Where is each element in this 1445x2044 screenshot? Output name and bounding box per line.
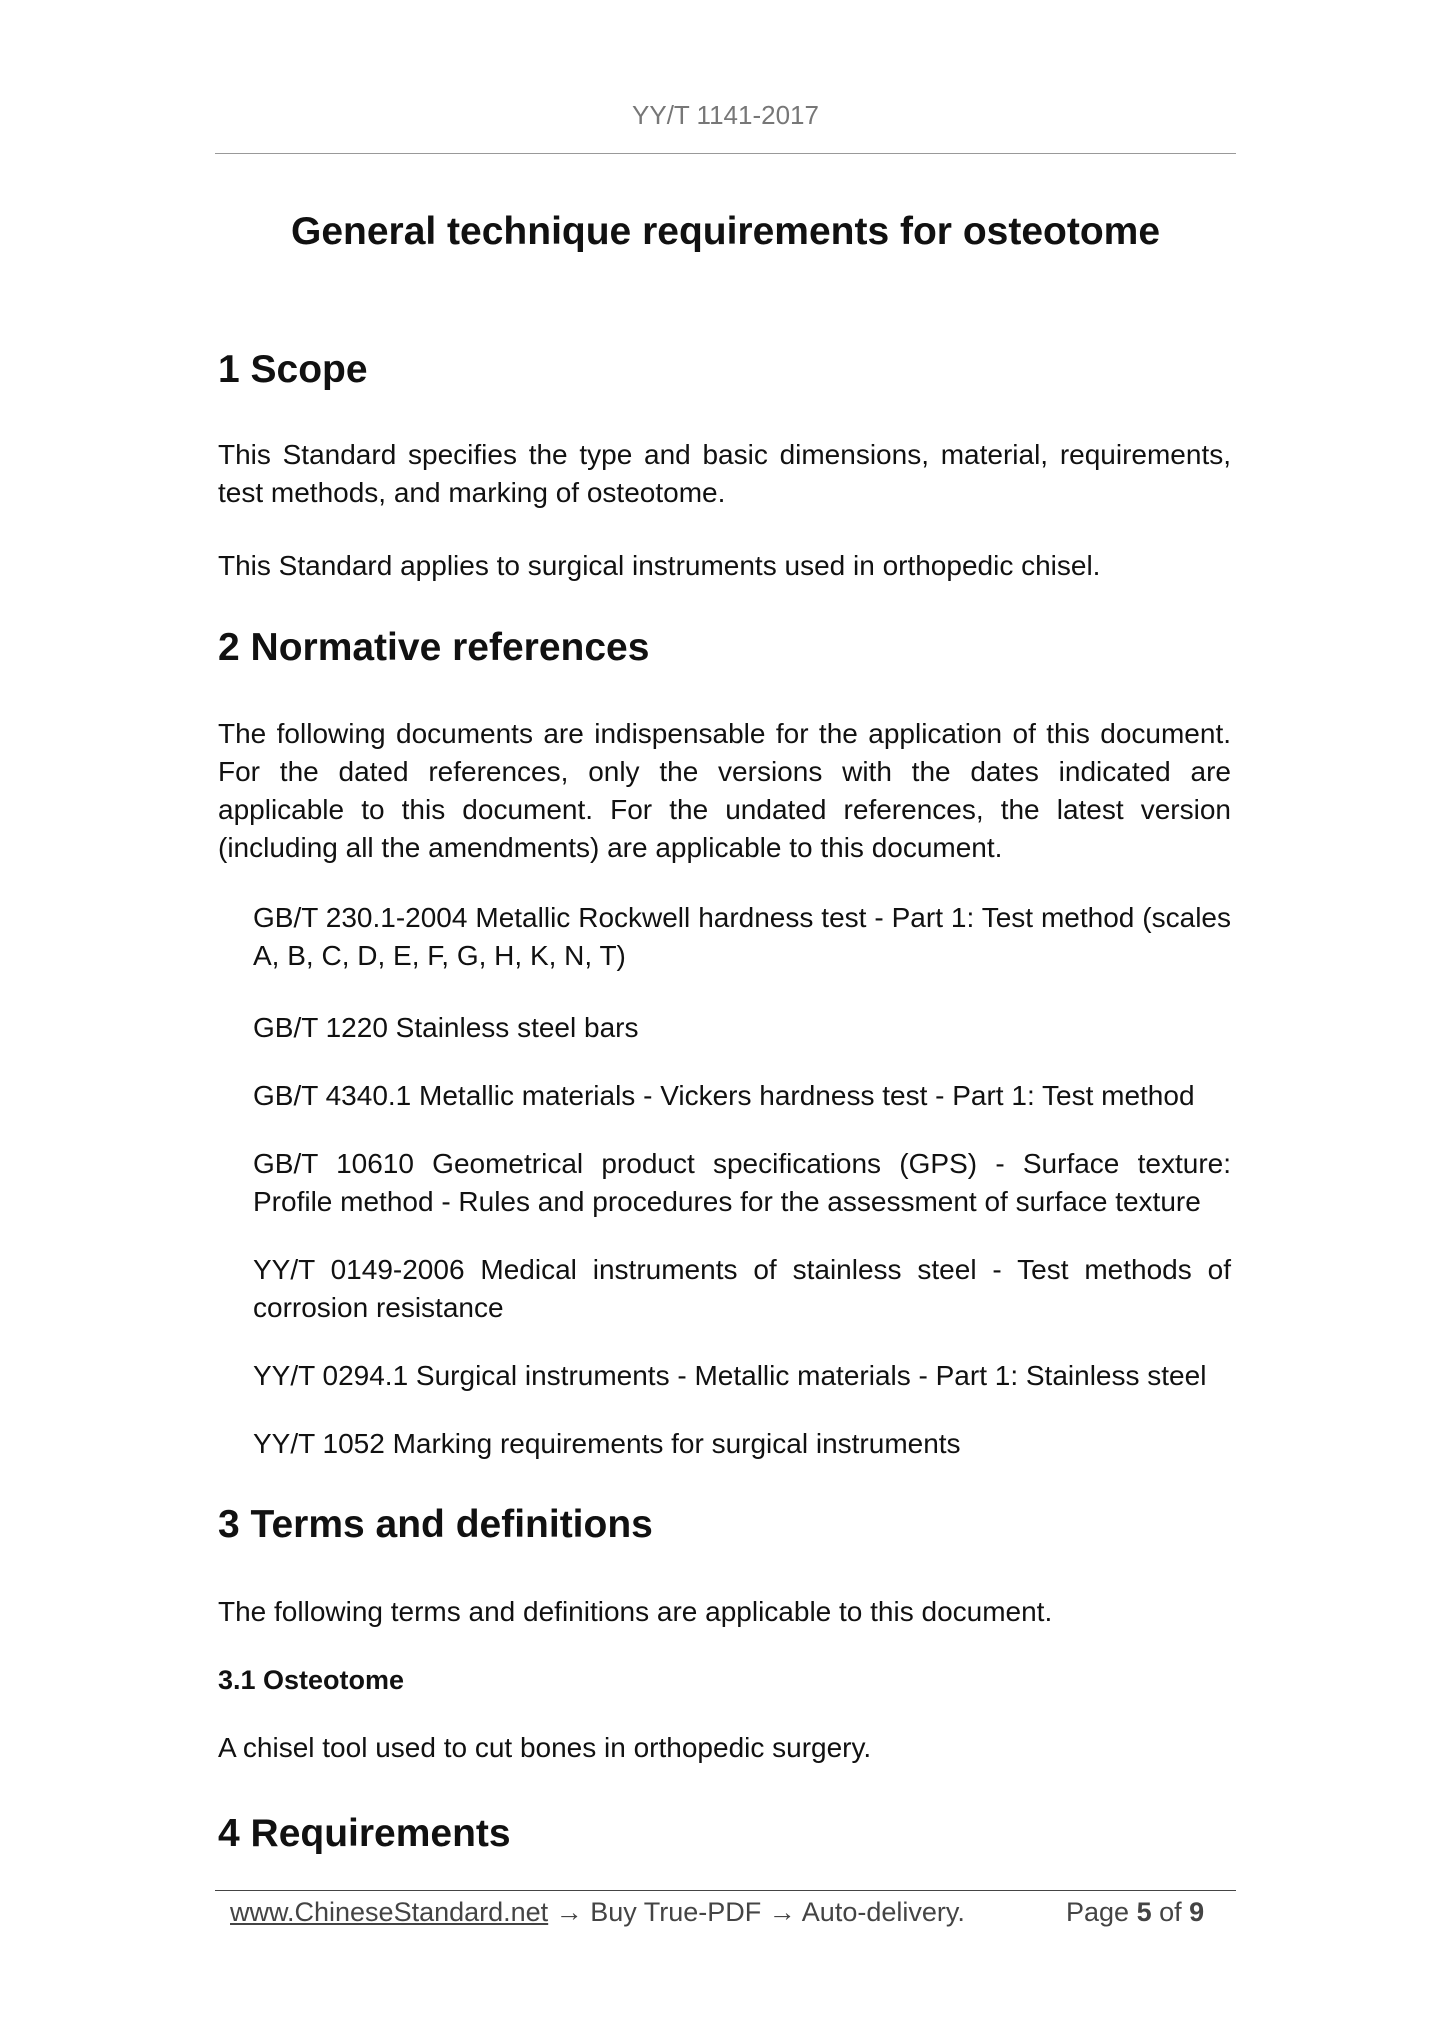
scope-paragraph-2: This Standard applies to surgical instruments used in orthopedic chisel. xyxy=(218,550,1101,581)
site-link[interactable]: www.ChineseStandard.net xyxy=(230,1897,549,1927)
term-heading-osteotome: 3.1 Osteotome xyxy=(218,1665,405,1695)
reference-item: YY/T 1052 Marking requirements for surgical instruments xyxy=(253,1428,961,1459)
arrow-right-icon: → xyxy=(768,1897,796,1927)
document-title: General technique requirements for osteotome xyxy=(290,210,1161,253)
reference-item: YY/T 0149-2006 Medical instruments of stainless steel - Test methods of corrosion resistance xyxy=(253,1254,1231,1323)
auto-delivery-text: Auto-delivery. xyxy=(801,1897,965,1927)
header-divider xyxy=(215,153,1236,154)
reference-item: GB/T 4340.1 Metallic materials - Vickers hardness test - Part 1: Test method xyxy=(253,1080,1195,1111)
of-label: of xyxy=(1159,1897,1182,1927)
term-definition-osteotome: A chisel tool used to cut bones in orthopedic surgery. xyxy=(218,1732,872,1763)
page-label: Page xyxy=(1066,1897,1130,1927)
document-code-header: YY/T 1141-2017 xyxy=(632,100,819,130)
section-heading-requirements: 4 Requirements xyxy=(218,1812,511,1855)
terms-intro-paragraph: The following terms and definitions are applicable to this document. xyxy=(218,1596,1053,1627)
footer-divider xyxy=(215,1890,1236,1891)
reference-item: YY/T 0294.1 Surgical instruments - Metallic materials - Part 1: Stainless steel xyxy=(253,1360,1207,1391)
arrow-right-icon: → xyxy=(555,1897,583,1927)
page-indicator xyxy=(1066,1897,1204,1928)
page-current: 5 xyxy=(1136,1897,1152,1927)
buy-pdf-text: Buy True-PDF xyxy=(590,1897,762,1927)
section-heading-normative-references: 2 Normative references xyxy=(218,626,650,669)
section-heading-terms-definitions: 3 Terms and definitions xyxy=(218,1503,653,1546)
footer-links xyxy=(230,1897,965,1928)
reference-item: GB/T 230.1-2004 Metallic Rockwell hardness test - Part 1: Test method (scales A, B, C, D, E, F, G, H, K, N, T) xyxy=(253,902,1231,971)
reference-item: GB/T 10610 Geometrical product specifications (GPS) - Surface texture: Profile method - Rules and procedures for the assessment of surface texture xyxy=(253,1148,1231,1217)
normative-intro-paragraph: The following documents are indispensable for the application of this document. For the dated references, only the versions with the dates indicated are applicable to this document. For the undated references, the latest version (including all the amendments) are applicable to this document. xyxy=(218,718,1231,863)
reference-item: GB/T 1220 Stainless steel bars xyxy=(253,1012,639,1043)
scope-paragraph-1: This Standard specifies the type and basic dimensions, material, requirements, test methods, and marking of osteotome. xyxy=(218,439,1231,508)
section-heading-scope: 1 Scope xyxy=(218,348,368,391)
page-total: 9 xyxy=(1189,1897,1205,1927)
